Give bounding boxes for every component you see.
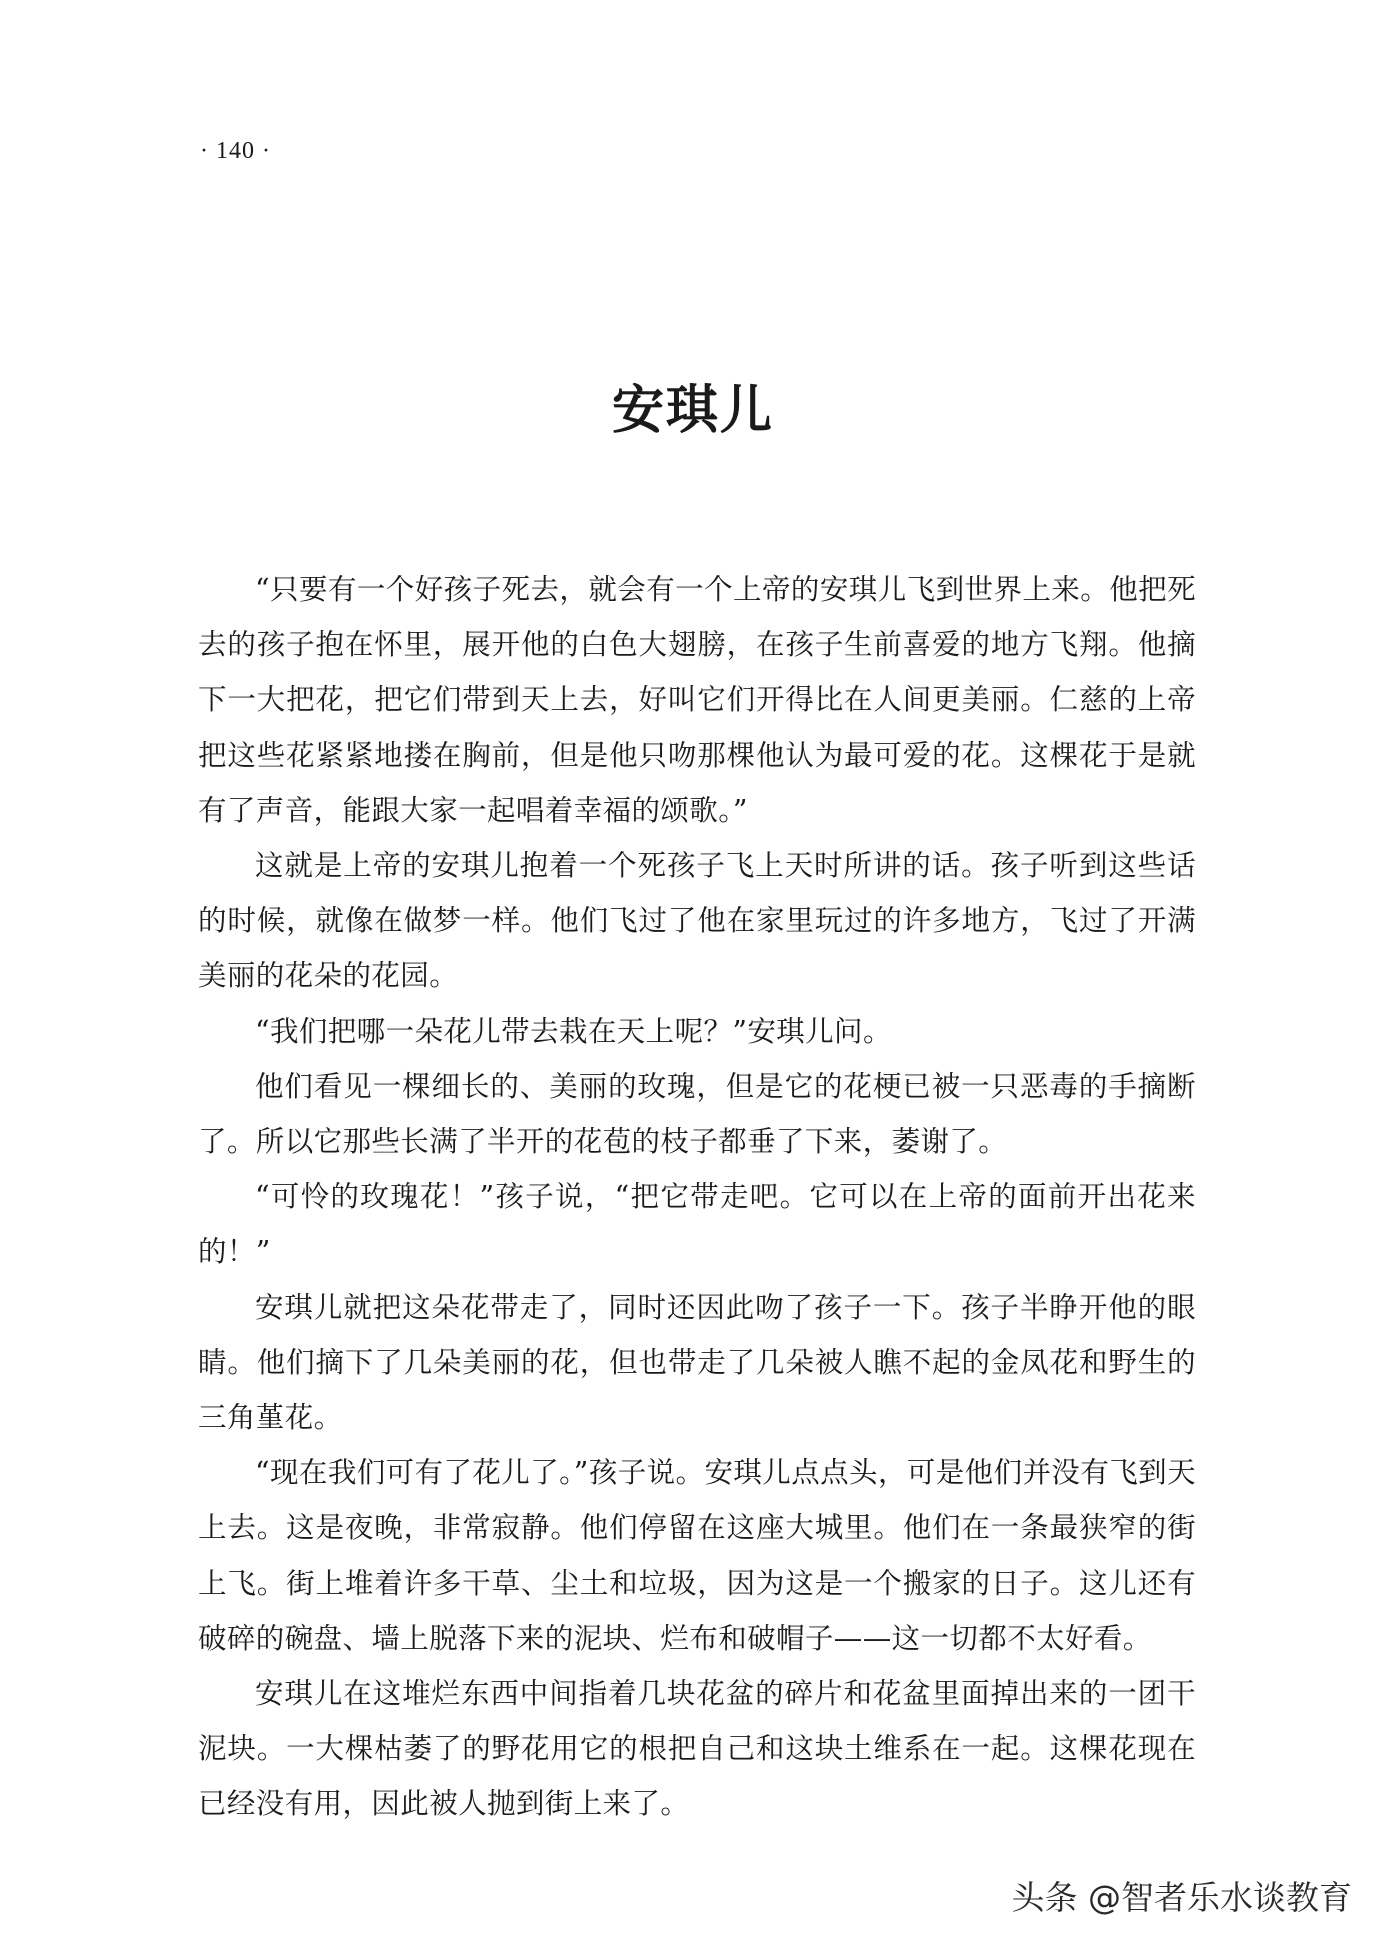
paragraph: “只要有一个好孩子死去，就会有一个上帝的安琪儿飞到世界上来。他把死去的孩子抱在怀里，展开他的白色大翅膀，在孩子生前喜爱的地方飞翔。他摘下一大把花，把它们带到天上去，好叫它们开得比在人间更美丽。仁慈的上帝把这些花紧紧地搂在胸前，但是他只吻那棵他认为最可爱的花。这棵花于是就有了声音，能跟大家一起唱着幸福的颂歌。” (198, 573, 1196, 827)
paragraph: 安琪儿就把这朵花带走了，同时还因此吻了孩子一下。孩子半睁开他的眼睛。他们摘下了几朵美丽的花，但也带走了几朵被人瞧不起的金凤花和野生的三角堇花。 (198, 1290, 1196, 1435)
paragraph: 他们看见一棵细长的、美丽的玫瑰，但是它的花梗已被一只恶毒的手摘断了。所以它那些长满了半开的花苞的枝子都垂了下来，萎谢了。 (198, 1069, 1196, 1159)
watermark: 头条 @智者乐水谈教育 (1011, 1878, 1352, 1917)
paragraph: “可怜的玫瑰花！”孩子说，“把它带走吧。它可以在上帝的面前开出花来的！” (198, 1180, 1196, 1269)
page-number: · 140 · (200, 138, 271, 164)
paragraph: “我们把哪一朵花儿带去栽在天上呢？”安琪儿问。 (255, 1014, 892, 1048)
paragraph: 安琪儿在这堆烂东西中间指着几块花盆的碎片和花盆里面掉出来的一团干泥块。一大棵枯萎了的野花用它的根把自己和这块土维系在一起。这棵花现在已经没有用，因此被人抛到街上来了。 (198, 1677, 1196, 1821)
paragraph: “现在我们可有了花儿了。”孩子说。安琪儿点点头，可是他们并没有飞到天上去。这是夜晚，非常寂静。他们停留在这座大城里。他们在一条最狭窄的街上飞。街上堆着许多干草、尘土和垃圾，因为这是一个搬家的日子。这儿还有破碎的碗盘、墙上脱落下来的泥块、烂布和破帽子——这一切都不太好看。 (198, 1456, 1196, 1655)
chapter-title: 安琪儿 (611, 380, 774, 441)
paragraph: 这就是上帝的安琪儿抱着一个死孩子飞上天时所讲的话。孩子听到这些话的时候，就像在做梦一样。他们飞过了他在家里玩过的许多地方，飞过了开满美丽的花朵的花园。 (198, 849, 1196, 993)
body-text (198, 562, 1196, 1832)
